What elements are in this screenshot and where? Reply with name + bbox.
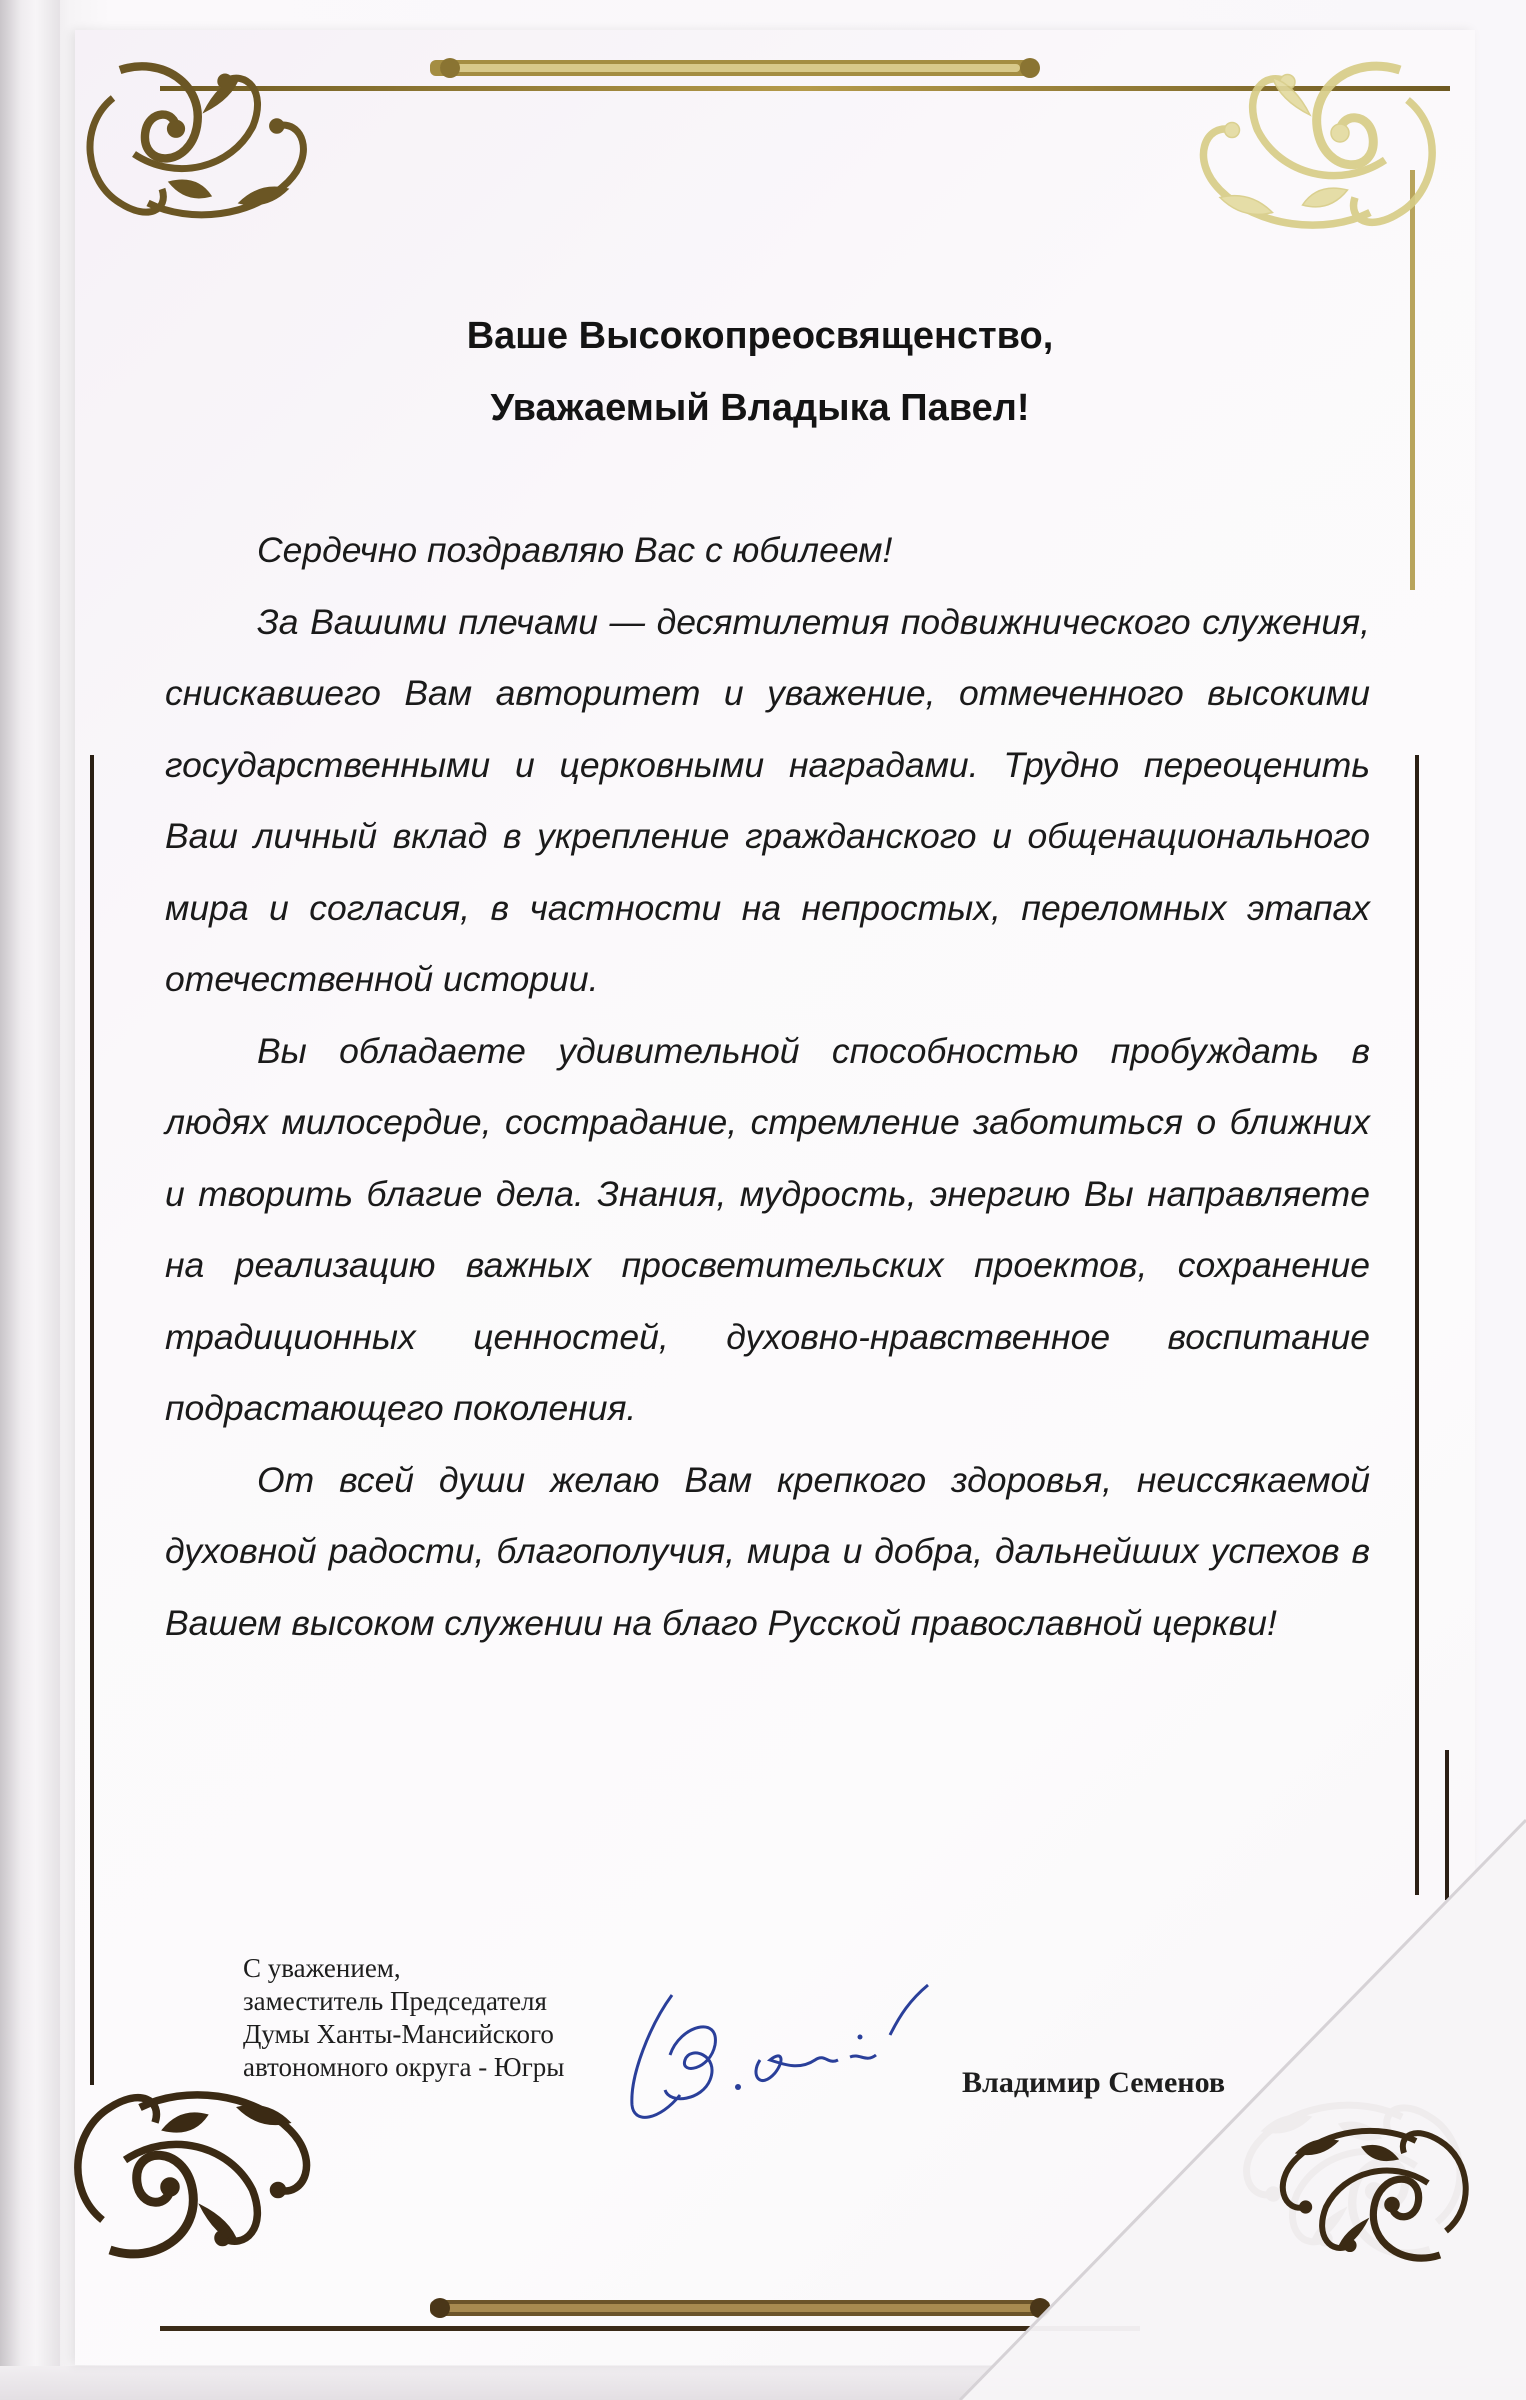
closing-line-4: автономного округа - Югры (243, 2052, 565, 2082)
salutation-line-2: Уважаемый Владыка Павел! (490, 387, 1030, 429)
paragraph-wishes: От всей души желаю Вам крепкого здоровья, неиссякаемой духовной радости, благополучия, мира и добра, дальнейших успехов в Вашем высоком служении на благо Русской православной церкви! (165, 1459, 1370, 1643)
closing-line-2: заместитель Председателя (243, 1986, 547, 2016)
signer-name: Владимир Семенов (962, 2066, 1226, 2099)
letter-closing (243, 1952, 564, 2084)
closing-line-1: С уважением, (243, 1953, 401, 1983)
paragraph-greeting: Сердечно поздравляю Вас с юбилеем! (257, 530, 893, 570)
salutation-line-1: Ваше Высокопреосвященство, (466, 315, 1054, 357)
paragraph-service: За Вашими плечами — десятилетия подвижнического служения, снискавшего Вам авторитет и уважение, отмеченного высокими государственными и церковными наградами. Трудно переоценить Ваш личный вклад в укрепление гражданского и общенационального мира и согласия, в частности на непростых, переломных этапах отечественной истории. (165, 601, 1370, 999)
paragraph-abilities: Вы обладаете удивительной способностью пробуждать в людях милосердие, сострадание, стремление заботиться о ближних и творить благие дела. Знания, мудрость, энергию Вы направляете на реализацию важных просветительских проектов, сохранение традиционных ценностей, духовно-нравственное воспитание подрастающего поколения. (165, 1030, 1370, 1428)
letter-body (165, 515, 1370, 1659)
closing-line-3: Думы Ханты-Мансийского (243, 2019, 554, 2049)
letter-salutation (150, 300, 1370, 444)
handwritten-signature-icon (610, 1965, 990, 2135)
